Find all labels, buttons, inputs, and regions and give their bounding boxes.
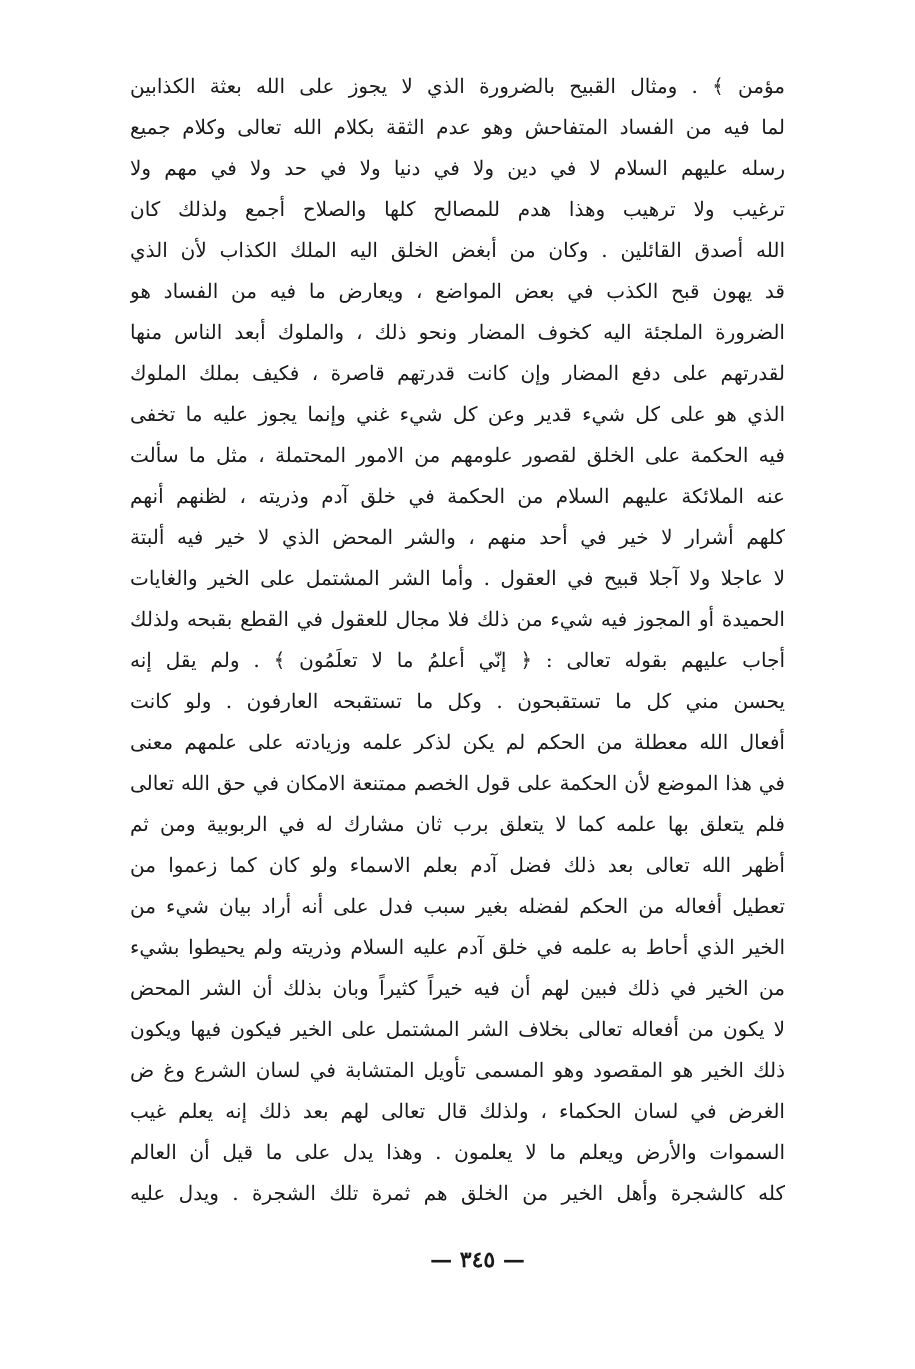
text-line: أفعال الله معطلة من الحكم لم يكن لذكر علمه وزيادته على علمهم معنى	[130, 730, 785, 754]
text-line: عنه الملائكة عليهم السلام من الحكمة في خلق آدم وذريته ، لظنهم أنهم	[130, 484, 785, 508]
text-line: أجاب عليهم بقوله تعالى : ﴿ إنّي أعلمُ ما لا تعلَمُون ﴾ . ولم يقل إنه	[130, 648, 785, 672]
text-line: لا عاجلا ولا آجلا قبيح في العقول . وأما الشر المشتمل على الخير والغايات	[130, 566, 785, 590]
text-line: كلهم أشرار لا خير في أحد منهم ، والشر المحض الذي لا خير فيه ألبتة	[130, 525, 785, 549]
text-line: الذي هو على كل شيء قدير وعن كل شيء غني وإنما يجوز عليه ما تخفى	[130, 402, 785, 426]
page-number: — ٣٤٥ —	[430, 1247, 525, 1273]
text-line: قد يهون قبح الكذب في بعض المواضع ، ويعارض ما فيه من الفساد هو	[130, 279, 785, 303]
text-line: لقدرتهم على دفع المضار وإن كانت قدرتهم قاصرة ، فكيف بملك الملوك	[130, 361, 785, 385]
text-line: الحميدة أو المجوز فيه شيء من ذلك فلا مجال للعقول في القطع بقبحه ولذلك	[130, 607, 785, 631]
text-line: مؤمن ﴾ . ومثال القبيح بالضرورة الذي لا يجوز على الله بعثة الكذابين	[130, 74, 785, 98]
text-line: أظهر الله تعالى بعد ذلك فضل آدم بعلم الاسماء ولو كان كما زعموا من	[130, 853, 785, 877]
text-line: فيه الحكمة على الخلق لقصور علومهم من الامور المحتملة ، مثل ما سألت	[130, 443, 785, 467]
body-text	[130, 66, 785, 1214]
text-line: رسله عليهم السلام لا في دين ولا في دنيا ولا في حد ولا في مهم ولا	[130, 156, 785, 180]
text-line: الضرورة الملجئة اليه كخوف المضار ونحو ذلك ، والملوك أبعد الناس منها	[130, 320, 785, 344]
text-line: ترغيب ولا ترهيب وهذا هدم للمصالح كلها والصلاح أجمع ولذلك كان	[130, 197, 785, 221]
text-line: الغرض في لسان الحكماء ، ولذلك قال تعالى لهم بعد ذلك إنه يعلم غيب	[130, 1099, 785, 1123]
text-line: من الخير في ذلك فبين لهم أن فيه خيراً كثيراً وبان بذلك أن الشر المحض	[130, 976, 785, 1000]
text-line: ذلك الخير هو المقصود وهو المسمى تأويل المتشابة في لسان الشرع وغ ض	[130, 1058, 785, 1082]
text-line: يحسن مني كل ما تستقبحون . وكل ما تستقبحه العارفون . ولو كانت	[130, 689, 785, 713]
text-line: الله أصدق القائلين . وكان من أبغض الخلق اليه الملك الكذاب لأن الذي	[130, 238, 785, 262]
text-line: لا يكون من أفعاله تعالى بخلاف الشر المشتمل على الخير فيكون فيها ويكون	[130, 1017, 785, 1041]
text-line: لما فيه من الفساد المتفاحش وهو عدم الثقة بكلام الله تعالى وكلام جميع	[130, 115, 785, 139]
text-line: تعطيل أفعاله من الحكم لفضله بغير سبب فدل على أنه أراد بيان شيء من	[130, 894, 785, 918]
text-line: في هذا الموضع لأن الحكمة على قول الخصم ممتنعة الامكان في حق الله تعالى	[130, 771, 785, 795]
text-line: الخير الذي أحاط به علمه في خلق آدم عليه السلام وذريته ولم يحيطوا بشيء	[130, 935, 785, 959]
text-line: كله كالشجرة وأهل الخير من الخلق هم ثمرة تلك الشجرة . ويدل عليه	[130, 1181, 785, 1205]
text-line: السموات والأرض ويعلم ما لا يعلمون . وهذا يدل على ما قيل أن العالم	[130, 1140, 785, 1164]
text-line: فلم يتعلق بها علمه كما لا يتعلق برب ثان مشارك له في الربوبية ومن ثم	[130, 812, 785, 836]
